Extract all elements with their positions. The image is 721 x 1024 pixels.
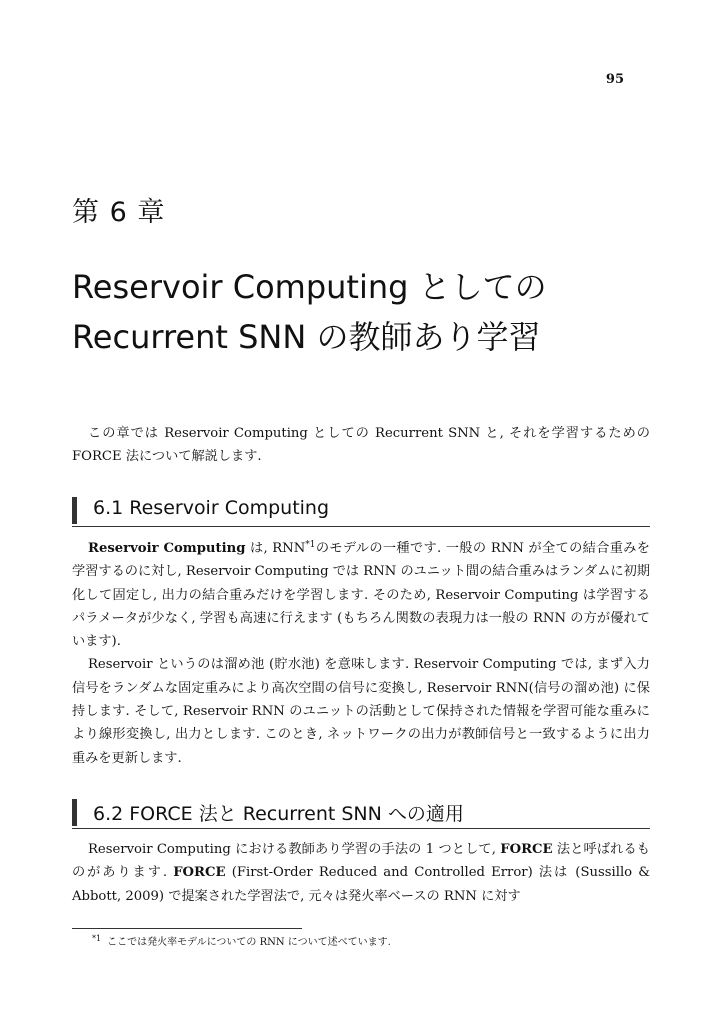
text-run: のモデルの一種です. 一般の RNN が全ての結合重みを学習するのに対し, Reservoir Computing では RNN のユニット間の結合重みはランダムに初期化して固定し, 出力の結合重みだけを学習します. そのため, Reservoir Computing は学習するパラメータが少なく, 学習も高速に行えます (もちろん関数の表現力は一般の RNN の方が優れています). [72,541,650,650]
section-heading-6-1 [72,496,650,527]
paragraph [72,838,650,908]
chapter-intro [72,422,650,468]
page-number: 95 [605,72,624,87]
footnote-ref[interactable]: *1 [305,540,316,550]
intro-paragraph: この章では Reservoir Computing としての Recurrent SNN と, それを学習するための FORCE 法について解説します. [72,426,650,464]
text-run: Reservoir Computing における教師あり学習の手法の 1 つとして, [88,842,501,857]
section-marker-bar [72,497,77,524]
footnote-rule [72,928,302,929]
paragraph [72,537,650,653]
section-body-6-2 [72,838,650,908]
bold-term: FORCE [173,865,226,881]
section-body-6-1 [72,537,650,770]
text-run: (First-Order Reduced and Controlled Error) 法は (Sussillo & Abbott, 2009) で提案された学習法で, 元々は発火率ベースの RNN に対す [72,865,650,904]
footnote-mark: *1 [92,934,102,943]
bold-term: FORCE [500,842,553,857]
section-heading-text: 6.1 Reservoir Computing [93,497,330,519]
chapter-title-line-1: Reservoir Computing としての [72,268,547,306]
chapter-title [72,262,652,362]
text-run: 法と呼ばれるものがあります. [72,842,650,881]
chapter-title-line-2: Recurrent SNN の教師あり学習 [72,318,541,356]
footnote-text: ここでは発火率モデルについての RNN について述べています. [107,937,391,948]
section-heading-6-2 [72,798,650,829]
section-heading-text: 6.2 FORCE 法と Recurrent SNN への適用 [93,803,464,825]
chapter-label: 第 6 章 [72,197,166,228]
text-run: は, RNN [245,541,306,556]
footnote [92,933,391,948]
paragraph: Reservoir というのは溜め池 (貯水池) を意味します. Reservoir Computing では, まず入力信号をランダムな固定重みにより高次空間の信号に変換し, Reservoir RNN(信号の溜め池) に保持します. そして, Reservoir RNN のユニットの活動として保持された情報を学習可能な重みにより線形変換し, 出力とします. このとき, ネットワークの出力が教師信号と一致するように出力重みを更新します. [72,657,650,766]
bold-term: Reservoir Computing [88,541,246,556]
section-marker-bar [72,799,77,826]
